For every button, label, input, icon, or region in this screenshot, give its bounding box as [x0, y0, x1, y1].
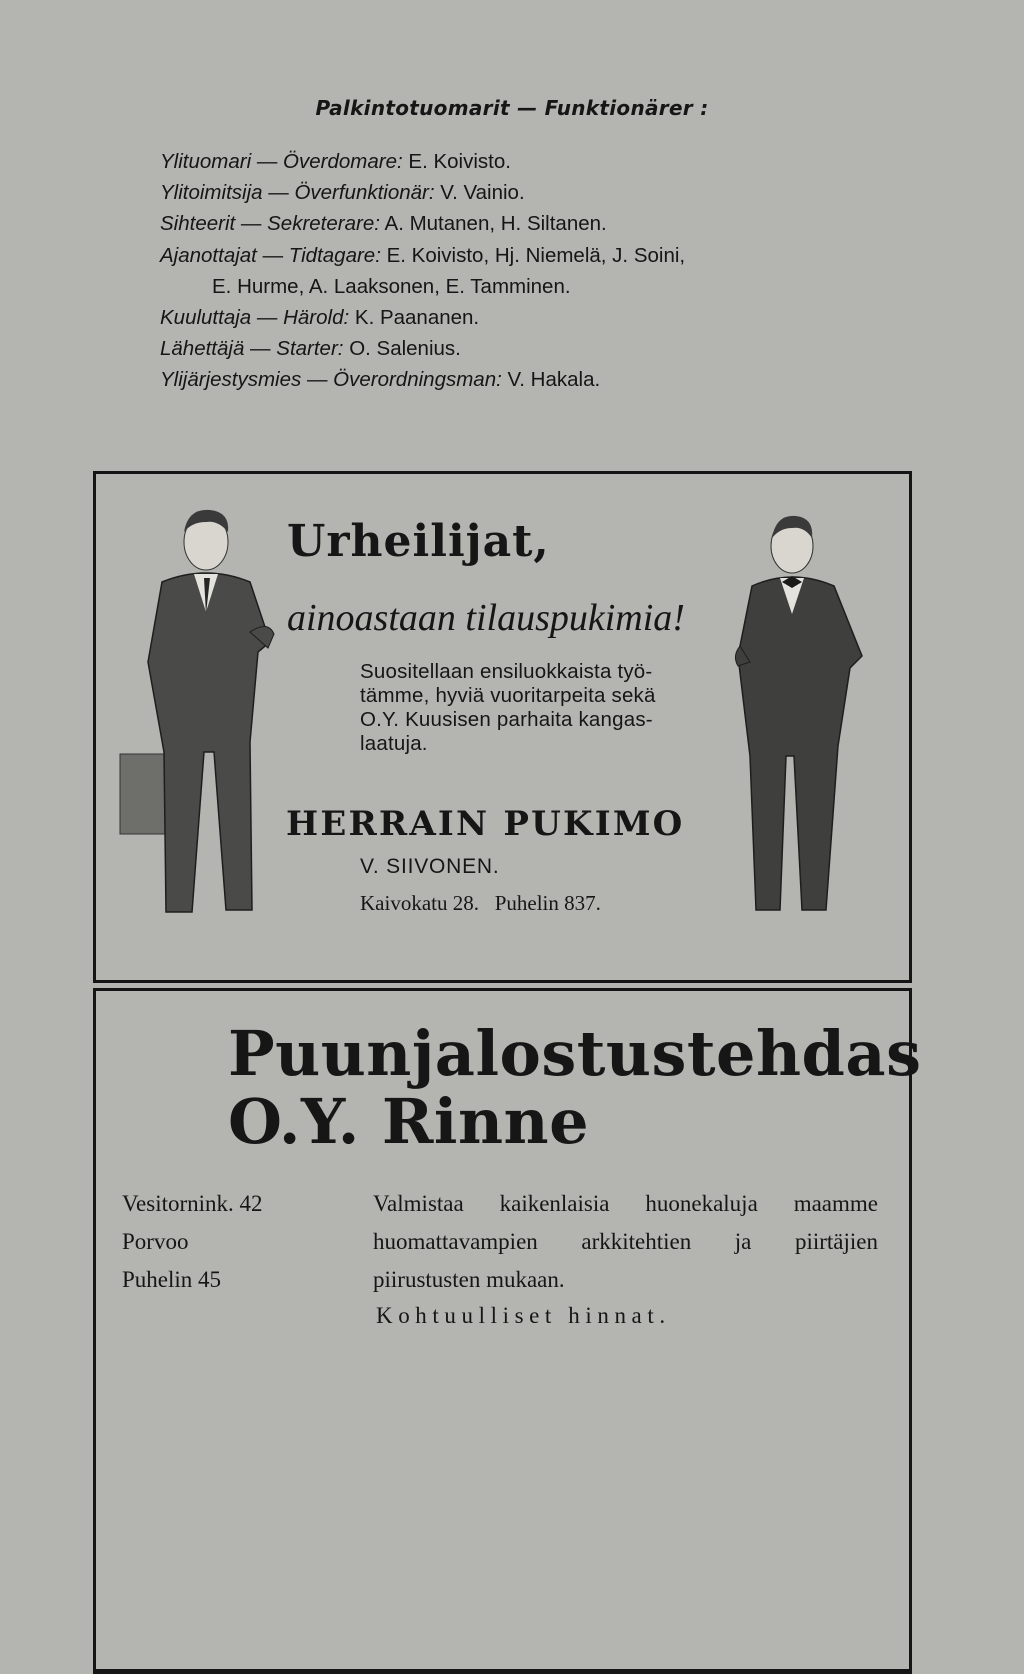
factory-title-line: O.Y. Rinne	[228, 1085, 590, 1158]
official-row: Ylituomari — Överdomare: E. Koivisto.	[160, 150, 511, 173]
official-names: O. Salenius.	[349, 337, 461, 361]
official-role-fi: Ylituomari	[160, 150, 252, 173]
official-role-sv: Tidtagare:	[288, 243, 381, 267]
shop-name: HERRAIN PUKIMO	[286, 804, 685, 844]
official-names: E. Koivisto.	[408, 150, 511, 173]
suited-man-right-illustration	[730, 506, 880, 916]
official-names: V. Hakala.	[507, 368, 601, 392]
official-role-fi: Lähettäjä	[160, 337, 245, 361]
official-row: Ajanottajat — Tidtagare: E. Koivisto, Hj. Niemelä, J. Soini,	[160, 243, 686, 267]
bottom-rule	[93, 1669, 912, 1674]
official-row: Kuuluttaja — Härold: K. Paananen.	[160, 306, 480, 330]
ad-subtitle: ainoastaan tilauspukimia!	[287, 597, 685, 639]
factory-title	[228, 1017, 922, 1158]
contact-line: Porvoo	[122, 1229, 189, 1254]
officials-list	[160, 146, 685, 396]
prices-note: Kohtuulliset hinnat.	[376, 1303, 671, 1328]
contact-line: Vesitornink. 42	[122, 1191, 263, 1216]
official-role-sv: Överdomare:	[283, 150, 403, 173]
official-names: K. Paananen.	[354, 306, 480, 330]
official-names: V. Vainio.	[440, 181, 525, 205]
ad-title: Urheilijat,	[287, 516, 550, 567]
official-row: Sihteerit — Sekreterare: A. Mutanen, H. Siltanen.	[160, 212, 607, 236]
page-heading: Palkintotuomarit — Funktionärer :	[315, 96, 709, 120]
description-line: huomattavampien arkkitehtien ja piirtäjien	[373, 1229, 878, 1254]
official-role-fi: Ajanottajat	[160, 243, 257, 267]
official-role-sv: Härold:	[283, 306, 350, 330]
official-names-continued: E. Hurme, A. Laaksonen, E. Tamminen.	[212, 274, 571, 298]
official-role-fi: Sihteerit	[160, 212, 236, 236]
suited-man-left-illustration	[118, 502, 283, 917]
official-row: Ylitoimitsija — Överfunktionär: V. Vainio.	[160, 181, 525, 205]
official-role-fi: Kuuluttaja	[160, 306, 252, 330]
contact-line: Puhelin 45	[122, 1267, 222, 1292]
official-role-fi: Ylitoimitsija	[160, 181, 263, 205]
factory-description	[373, 1185, 878, 1299]
official-role-sv: Sekreterare:	[267, 212, 380, 236]
factory-contact	[122, 1185, 263, 1299]
official-names: E. Koivisto, Hj. Niemelä, J. Soini,	[386, 243, 686, 267]
description-line: Valmistaa kaikenlaisia huonekaluja maamme	[373, 1191, 878, 1216]
ad-body-line: laatuja.	[360, 732, 428, 755]
shop-address: Kaivokatu 28. Puhelin 837.	[360, 891, 601, 915]
official-role-sv: Starter:	[276, 337, 344, 361]
shop-owner: V. SIIVONEN.	[360, 855, 500, 878]
official-row: Ylijärjestysmies — Överordningsman: V. Hakala.	[160, 368, 601, 392]
official-row: Lähettäjä — Starter: O. Salenius.	[160, 337, 461, 361]
official-role-sv: Överordningsman:	[333, 368, 502, 392]
ad-body-line: tämme, hyviä vuoritarpeita sekä	[360, 684, 656, 707]
ad-body-line: Suositellaan ensiluokkaista työ-	[360, 660, 653, 683]
ad-body-line: O.Y. Kuusisen parhaita kangas-	[360, 708, 653, 731]
official-role-fi: Ylijärjestysmies	[160, 368, 302, 392]
official-role-sv: Överfunktionär:	[294, 181, 435, 205]
ad-body-text	[360, 660, 735, 756]
factory-title-line: Puunjalostustehdas	[228, 1017, 922, 1090]
description-line: piirustusten mukaan.	[373, 1267, 565, 1292]
official-names: A. Mutanen, H. Siltanen.	[384, 212, 607, 236]
